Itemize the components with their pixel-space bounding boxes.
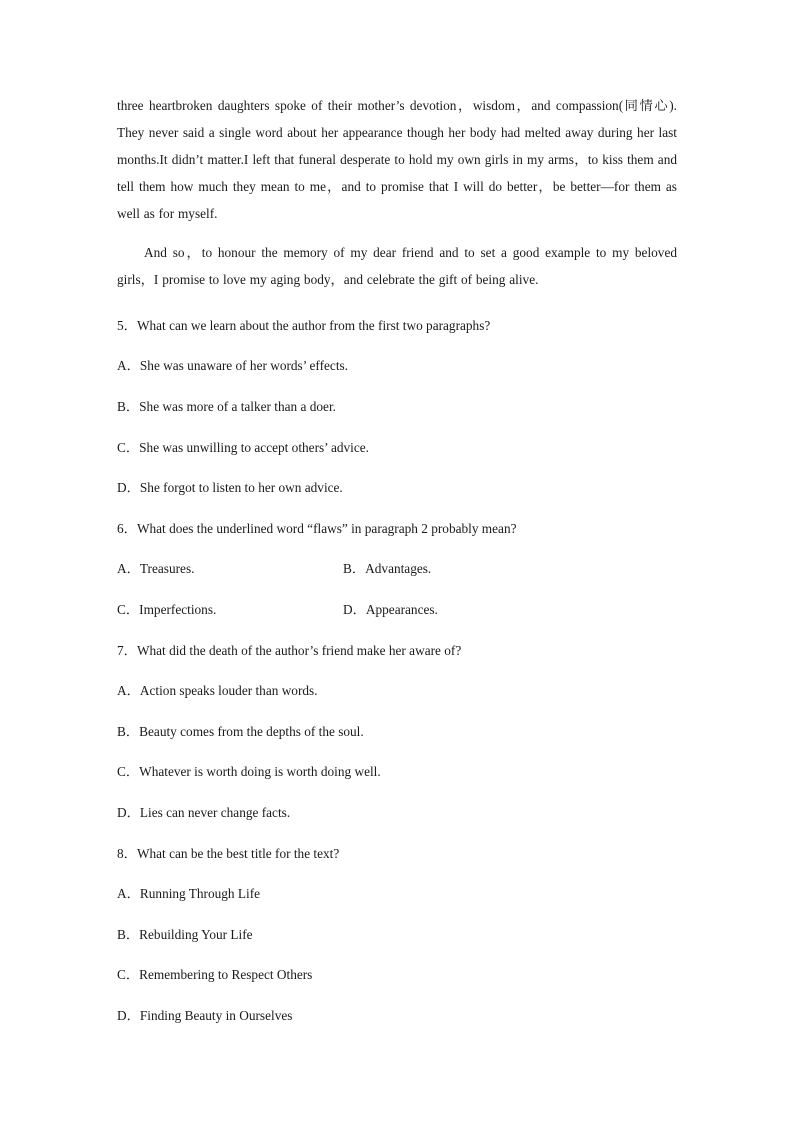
option-c: C．Remembering to Respect Others bbox=[117, 967, 313, 983]
question-stem: 6．What does the underlined word “flaws” in paragraph 2 probably mean? bbox=[117, 520, 517, 536]
option-row bbox=[117, 588, 677, 629]
question-7 bbox=[117, 629, 677, 832]
option-b: B．Beauty comes from the depths of the soul. bbox=[117, 723, 364, 739]
question-stem: 5．What can we learn about the author from the first two paragraphs? bbox=[117, 317, 491, 333]
option-b: B．Rebuilding Your Life bbox=[117, 926, 253, 942]
option-a: A．Action speaks louder than words. bbox=[117, 683, 318, 699]
option-d: D．Lies can never change facts. bbox=[117, 804, 291, 820]
option-d: D．Finding Beauty in Ourselves bbox=[117, 1007, 293, 1023]
option-row bbox=[117, 548, 677, 589]
option-b: B．She was more of a talker than a doer. bbox=[117, 398, 336, 414]
question-5 bbox=[117, 304, 677, 507]
option-d: D．Appearances. bbox=[343, 601, 438, 617]
option-a: A．Running Through Life bbox=[117, 886, 261, 902]
question-stem: 8．What can be the best title for the text? bbox=[117, 845, 340, 861]
option-c: C．Whatever is worth doing is worth doing well. bbox=[117, 764, 381, 780]
option-d: D．She forgot to listen to her own advice. bbox=[117, 480, 343, 496]
passage-paragraph: And so，to honour the memory of my dear friend and to set a good example to my beloved girls，I promise to love my aging body，and celebrate the gift of being alive. bbox=[117, 245, 677, 287]
passage-paragraph: three heartbroken daughters spoke of their mother’s devotion，wisdom，and compassion(同情心). They never said a single word about her appearance though her body had melted away during her last months.It didn’t matter.I left that funeral desperate to hold my own girls in my arms，to kiss them and tell them how much they mean to me，and to promise that I will do better，be better—for them as well as for myself. bbox=[117, 98, 677, 221]
option-a: A．Treasures. bbox=[117, 561, 195, 577]
option-c: C．Imperfections. bbox=[117, 601, 217, 617]
option-a: A．She was unaware of her words’ effects. bbox=[117, 358, 349, 374]
question-6 bbox=[117, 507, 677, 629]
option-b: B．Advantages. bbox=[343, 561, 432, 577]
question-stem: 7．What did the death of the author’s friend make her aware of? bbox=[117, 642, 462, 658]
option-c: C．She was unwilling to accept others’ advice. bbox=[117, 439, 369, 455]
document-page bbox=[117, 92, 677, 1035]
question-8 bbox=[117, 832, 677, 1035]
